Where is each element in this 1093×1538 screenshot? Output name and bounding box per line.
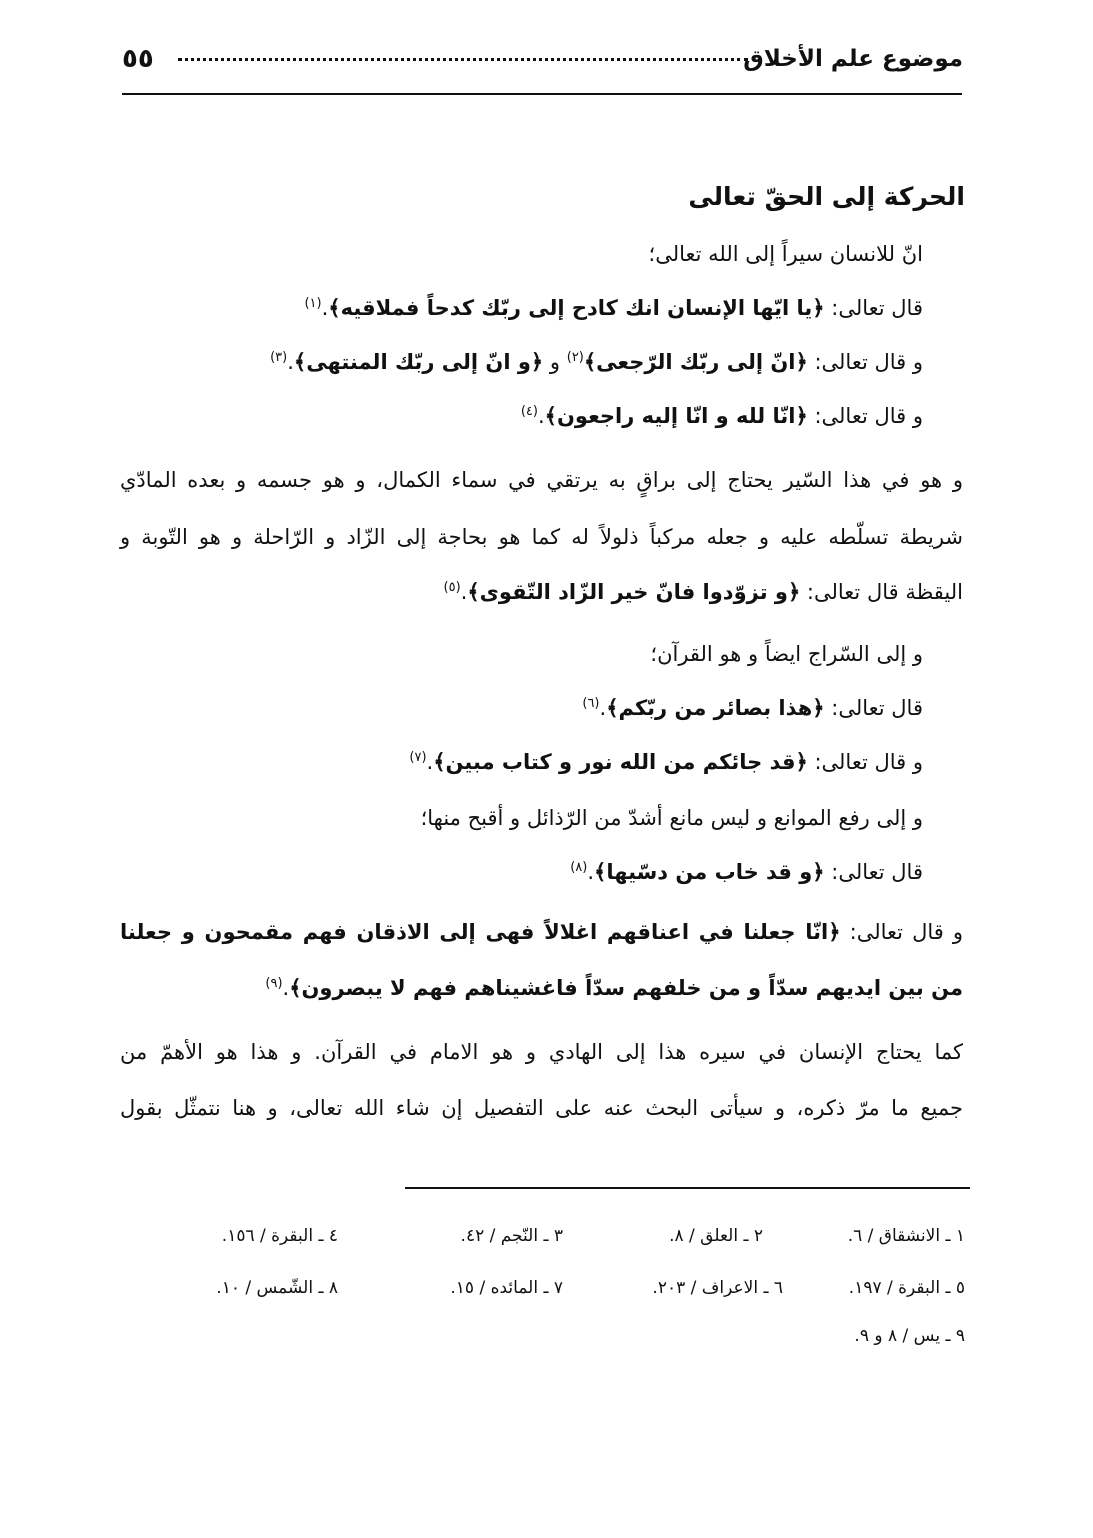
quran-citation-line: و قال تعالى: ﴿قد جائكم من الله نور و كتاب مبين﴾.$^{(٧)}$ <box>409 750 923 774</box>
footnote-ref: (٩) <box>265 976 283 991</box>
footnote: ٥ ـ البقرة / ١٩٧. <box>848 1278 965 1298</box>
body-line: و إلى السّراج ايضاً و هو القرآن؛ <box>650 642 923 666</box>
quran-citation-line: قال تعالى: ﴿و قد خاب من دسّيها﴾.$^{(٨)}$ <box>570 860 923 884</box>
footnote: ١ ـ الانشقاق / ٦. <box>847 1226 965 1246</box>
quran-citation-line: قال تعالى: ﴿يا ايّها الإنسان انك كادح إلى ربّك كدحاً فملاقيه﴾.$^{(١)}$ <box>304 296 923 320</box>
footnote-ref: (٣) <box>270 350 288 365</box>
quran-citation-line: من بين ايديهم سدّاً و من خلفهم سدّاً فاغشيناهم فهم لا يبصرون﴾.$^{(٩)}$ <box>265 976 963 1000</box>
footnote: ٧ ـ المائده / ١٥. <box>450 1278 563 1298</box>
footnote-ref: (٤) <box>520 404 538 419</box>
quran-verse: ﴿و قد خاب من دسّيها﴾ <box>594 860 825 884</box>
body-line: انّ للانسان سيراً إلى الله تعالى؛ <box>648 242 923 266</box>
quran-citation-line: و قال تعالى: ﴿انّا جعلنا في اعناقهم اغلالاً فهى إلى الاذقان فهم مقمحون و جعلنا <box>120 920 963 944</box>
footnote-ref: (٦) <box>582 696 600 711</box>
quran-citation-line: و قال تعالى: ﴿انّا لله و انّا إليه راجعون﴾.$^{(٤)}$ <box>520 404 923 428</box>
quran-verse: من بين ايديهم سدّاً و من خلفهم سدّاً فاغشيناهم فهم لا يبصرون﴾ <box>289 976 963 1000</box>
footnote: ٤ ـ البقرة / ١٥٦. <box>221 1226 338 1246</box>
quran-verse: ﴿و تزوّدوا فانّ خير الزّاد التّقوى﴾ <box>467 580 801 604</box>
footnote-rule <box>405 1187 970 1189</box>
quran-verse: ﴿هذا بصائر من ربّكم﴾ <box>606 696 825 720</box>
footnote: ٦ ـ الاعراف / ٢٠٣. <box>652 1278 783 1298</box>
quran-citation-line: اليقظة قال تعالى: ﴿و تزوّدوا فانّ خير الزّاد التّقوى﴾.$^{(٥)}$ <box>443 580 963 604</box>
footnote: ٢ ـ العلق / ٨. <box>669 1226 763 1246</box>
quran-citation-line: قال تعالى: ﴿هذا بصائر من ربّكم﴾.$^{(٦)}$ <box>582 696 923 720</box>
footnote: ٩ ـ يس / ٨ و ٩. <box>854 1326 965 1346</box>
footnote-ref: (٥) <box>443 580 461 595</box>
section-heading: الحركة إلى الحقّ تعالى <box>688 182 965 211</box>
header-rule <box>122 93 962 95</box>
running-header-title: موضوع علم الأخلاق <box>743 46 963 72</box>
footnote: ٣ ـ النّجم / ٤٢. <box>460 1226 563 1246</box>
body-line: و إلى رفع الموانع و ليس مانع أشدّ من الرّذائل و أقبح منها؛ <box>420 806 923 830</box>
quran-verse: ﴿و انّ إلى ربّك المنتهى﴾ <box>293 350 544 374</box>
quran-verse: ﴿انّا جعلنا في اعناقهم اغلالاً فهى إلى الاذقان فهم مقمحون و جعلنا <box>120 920 841 944</box>
footnote-ref: (١) <box>304 296 322 311</box>
header-leader-dots <box>178 58 748 61</box>
footnote: ٨ ـ الشّمس / ١٠. <box>216 1278 338 1298</box>
body-line: و هو في هذا السّير يحتاج إلى براقٍ به يرتقي في سماء الكمال، و هو جسمه و بعده المادّي <box>120 468 963 492</box>
quran-verse: ﴿يا ايّها الإنسان انك كادح إلى ربّك كدحاً فملاقيه﴾ <box>328 296 825 320</box>
body-line: شريطة تسلّطه عليه و جعله مركباً ذلولاً له كما هو بحاجة إلى الزّاد و الرّاحلة و هو التّوبة و <box>120 525 963 549</box>
quran-citation-line: و قال تعالى: ﴿انّ إلى ربّك الرّجعى﴾$^{(٢)}$ و ﴿و انّ إلى ربّك المنتهى﴾.$^{(٣)}$ <box>270 350 923 374</box>
quran-verse: ﴿انّا لله و انّا إليه راجعون﴾ <box>544 404 808 428</box>
footnote-ref: (٧) <box>409 750 427 765</box>
footnote-ref: (٢) <box>566 350 584 365</box>
body-line: كما يحتاج الإنسان في سيره هذا إلى الهادي و هو الامام في القرآن. و هذا هو الأهمّ من <box>120 1040 963 1064</box>
page-number: ٥٥ <box>122 44 154 74</box>
body-line: جميع ما مرّ ذكره، و سيأتى البحث عنه على التفصيل إن شاء الله تعالى، و هنا نتمثّل بقول <box>120 1096 963 1120</box>
quran-verse: ﴿قد جائكم من الله نور و كتاب مبين﴾ <box>433 750 808 774</box>
quran-verse: ﴿انّ إلى ربّك الرّجعى﴾ <box>583 350 808 374</box>
footnote-ref: (٨) <box>570 860 588 875</box>
